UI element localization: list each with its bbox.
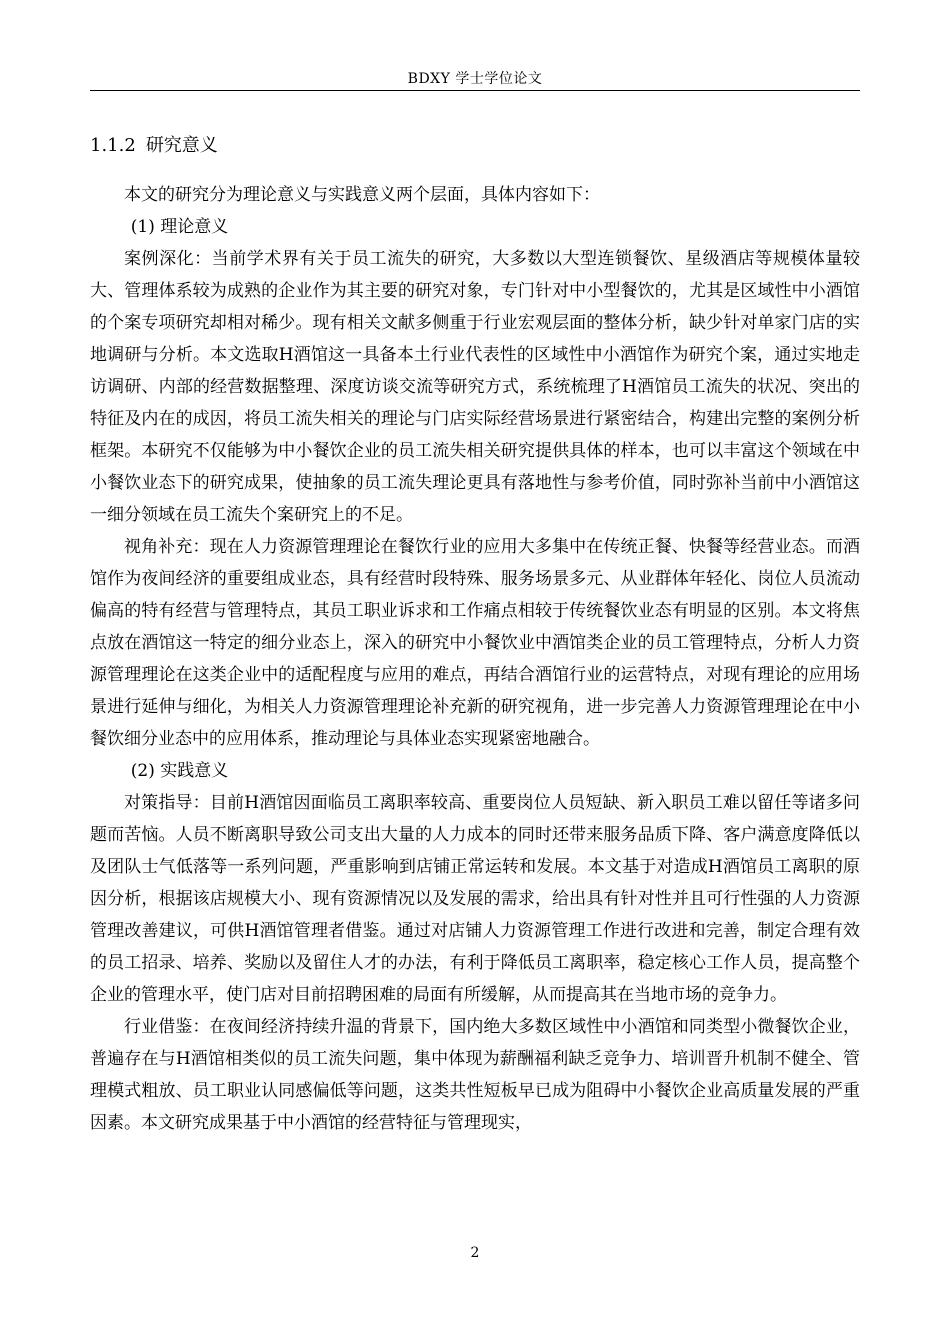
running-header: BDXY 学士学位论文	[407, 71, 543, 87]
paragraph-industry: 行业借鉴：在夜间经济持续升温的背景下，国内绝大多数区域性中小酒馆和同类型小微餐饮企业，普遍存在与H酒馆相类似的员工流失问题，集中体现为薪酬福利缺乏竞争力、培训晋升机制不健全、管理模式粗放、员工职业认同感偏低等问题，这类共性短板早已成为阻碍中小餐饮企业高质量发展的严重因素。本文研究成果基于中小酒馆的经营特征与管理现实，	[90, 1017, 860, 1133]
paragraph-case-deepening: 案例深化：当前学术界有关于员工流失的研究，大多数以大型连锁餐饮、星级酒店等规模体量较大、管理体系较为成熟的企业作为其主要的研究对象，专门针对中小型餐饮的，尤其是区域性中小酒馆的个案专项研究却相对稀少。现有相关文献多侧重于行业宏观层面的整体分析，缺少针对单家门店的实地调研与分析。本文选取H酒馆这一具备本土行业代表性的区域性中小酒馆作为研究个案，通过实地走访调研、内部的经营数据整理、深度访谈交流等研究方式，系统梳理了H酒馆员工流失的状况、突出的特征及内在的成因，将员工流失相关的理论与门店实际经营场景进行紧密结合，构建出完整的案例分析框架。本研究不仅能够为中小餐饮企业的员工流失相关研究提供具体的样本，也可以丰富这个领域在中小餐饮业态下的研究成果，使抽象的员工流失理论更具有落地性与参考价值，同时弥补当前中小酒馆这一细分领域在员工流失个案研究上的不足。	[90, 249, 860, 525]
page-number: 2	[470, 1245, 480, 1261]
section-heading	[90, 133, 860, 159]
section-number: 1.1.2	[90, 135, 136, 156]
page-body	[90, 133, 860, 1139]
subheading-practical: (2) 实践意义	[130, 761, 229, 781]
intro-paragraph: 本文的研究分为理论意义与实践意义两个层面，具体内容如下：	[124, 185, 600, 205]
header-divider	[90, 90, 860, 91]
paragraph-perspective: 视角补充：现在人力资源管理理论在餐饮行业的应用大多集中在传统正餐、快餐等经营业态。而酒馆作为夜间经济的重要组成业态，具有经营时段特殊、服务场景多元、从业群体年轻化、岗位人员流动偏高的特有经营与管理特点，其员工职业诉求和工作痛点相较于传统餐饮业态有明显的区别。本文将焦点放在酒馆这一特定的细分业态上，深入的研究中小餐饮业中酒馆类企业的员工管理特点，分析人力资源管理理论在这类企业中的适配程度与应用的难点，再结合酒馆行业的运营特点，对现有理论的应用场景进行延伸与细化，为相关人力资源管理理论补充新的研究视角，进一步完善人力资源管理理论在中小餐饮细分业态中的应用体系，推动理论与具体业态实现紧密地融合。	[90, 537, 860, 749]
paragraph-strategy: 对策指导：目前H酒馆因面临员工离职率较高、重要岗位人员短缺、新入职员工难以留任等诸多问题而苦恼。人员不断离职导致公司支出大量的人力成本的同时还带来服务品质下降、客户满意度降低以及团队士气低落等一系列问题，严重影响到店铺正常运转和发展。本文基于对造成H酒馆员工离职的原因分析，根据该店规模大小、现有资源情况以及发展的需求，给出具有针对性并且可行性强的人力资源管理改善建议，可供H酒馆管理者借鉴。通过对店铺人力资源管理工作进行改进和完善，制定合理有效的员工招录、培养、奖励以及留住人才的办法，有利于降低员工离职率，稳定核心工作人员，提高整个企业的管理水平，使门店对目前招聘困难的局面有所缓解，从而提高其在当地市场的竞争力。	[90, 793, 860, 1005]
section-title: 研究意义	[145, 135, 218, 156]
subheading-theoretical: (1) 理论意义	[130, 217, 229, 237]
